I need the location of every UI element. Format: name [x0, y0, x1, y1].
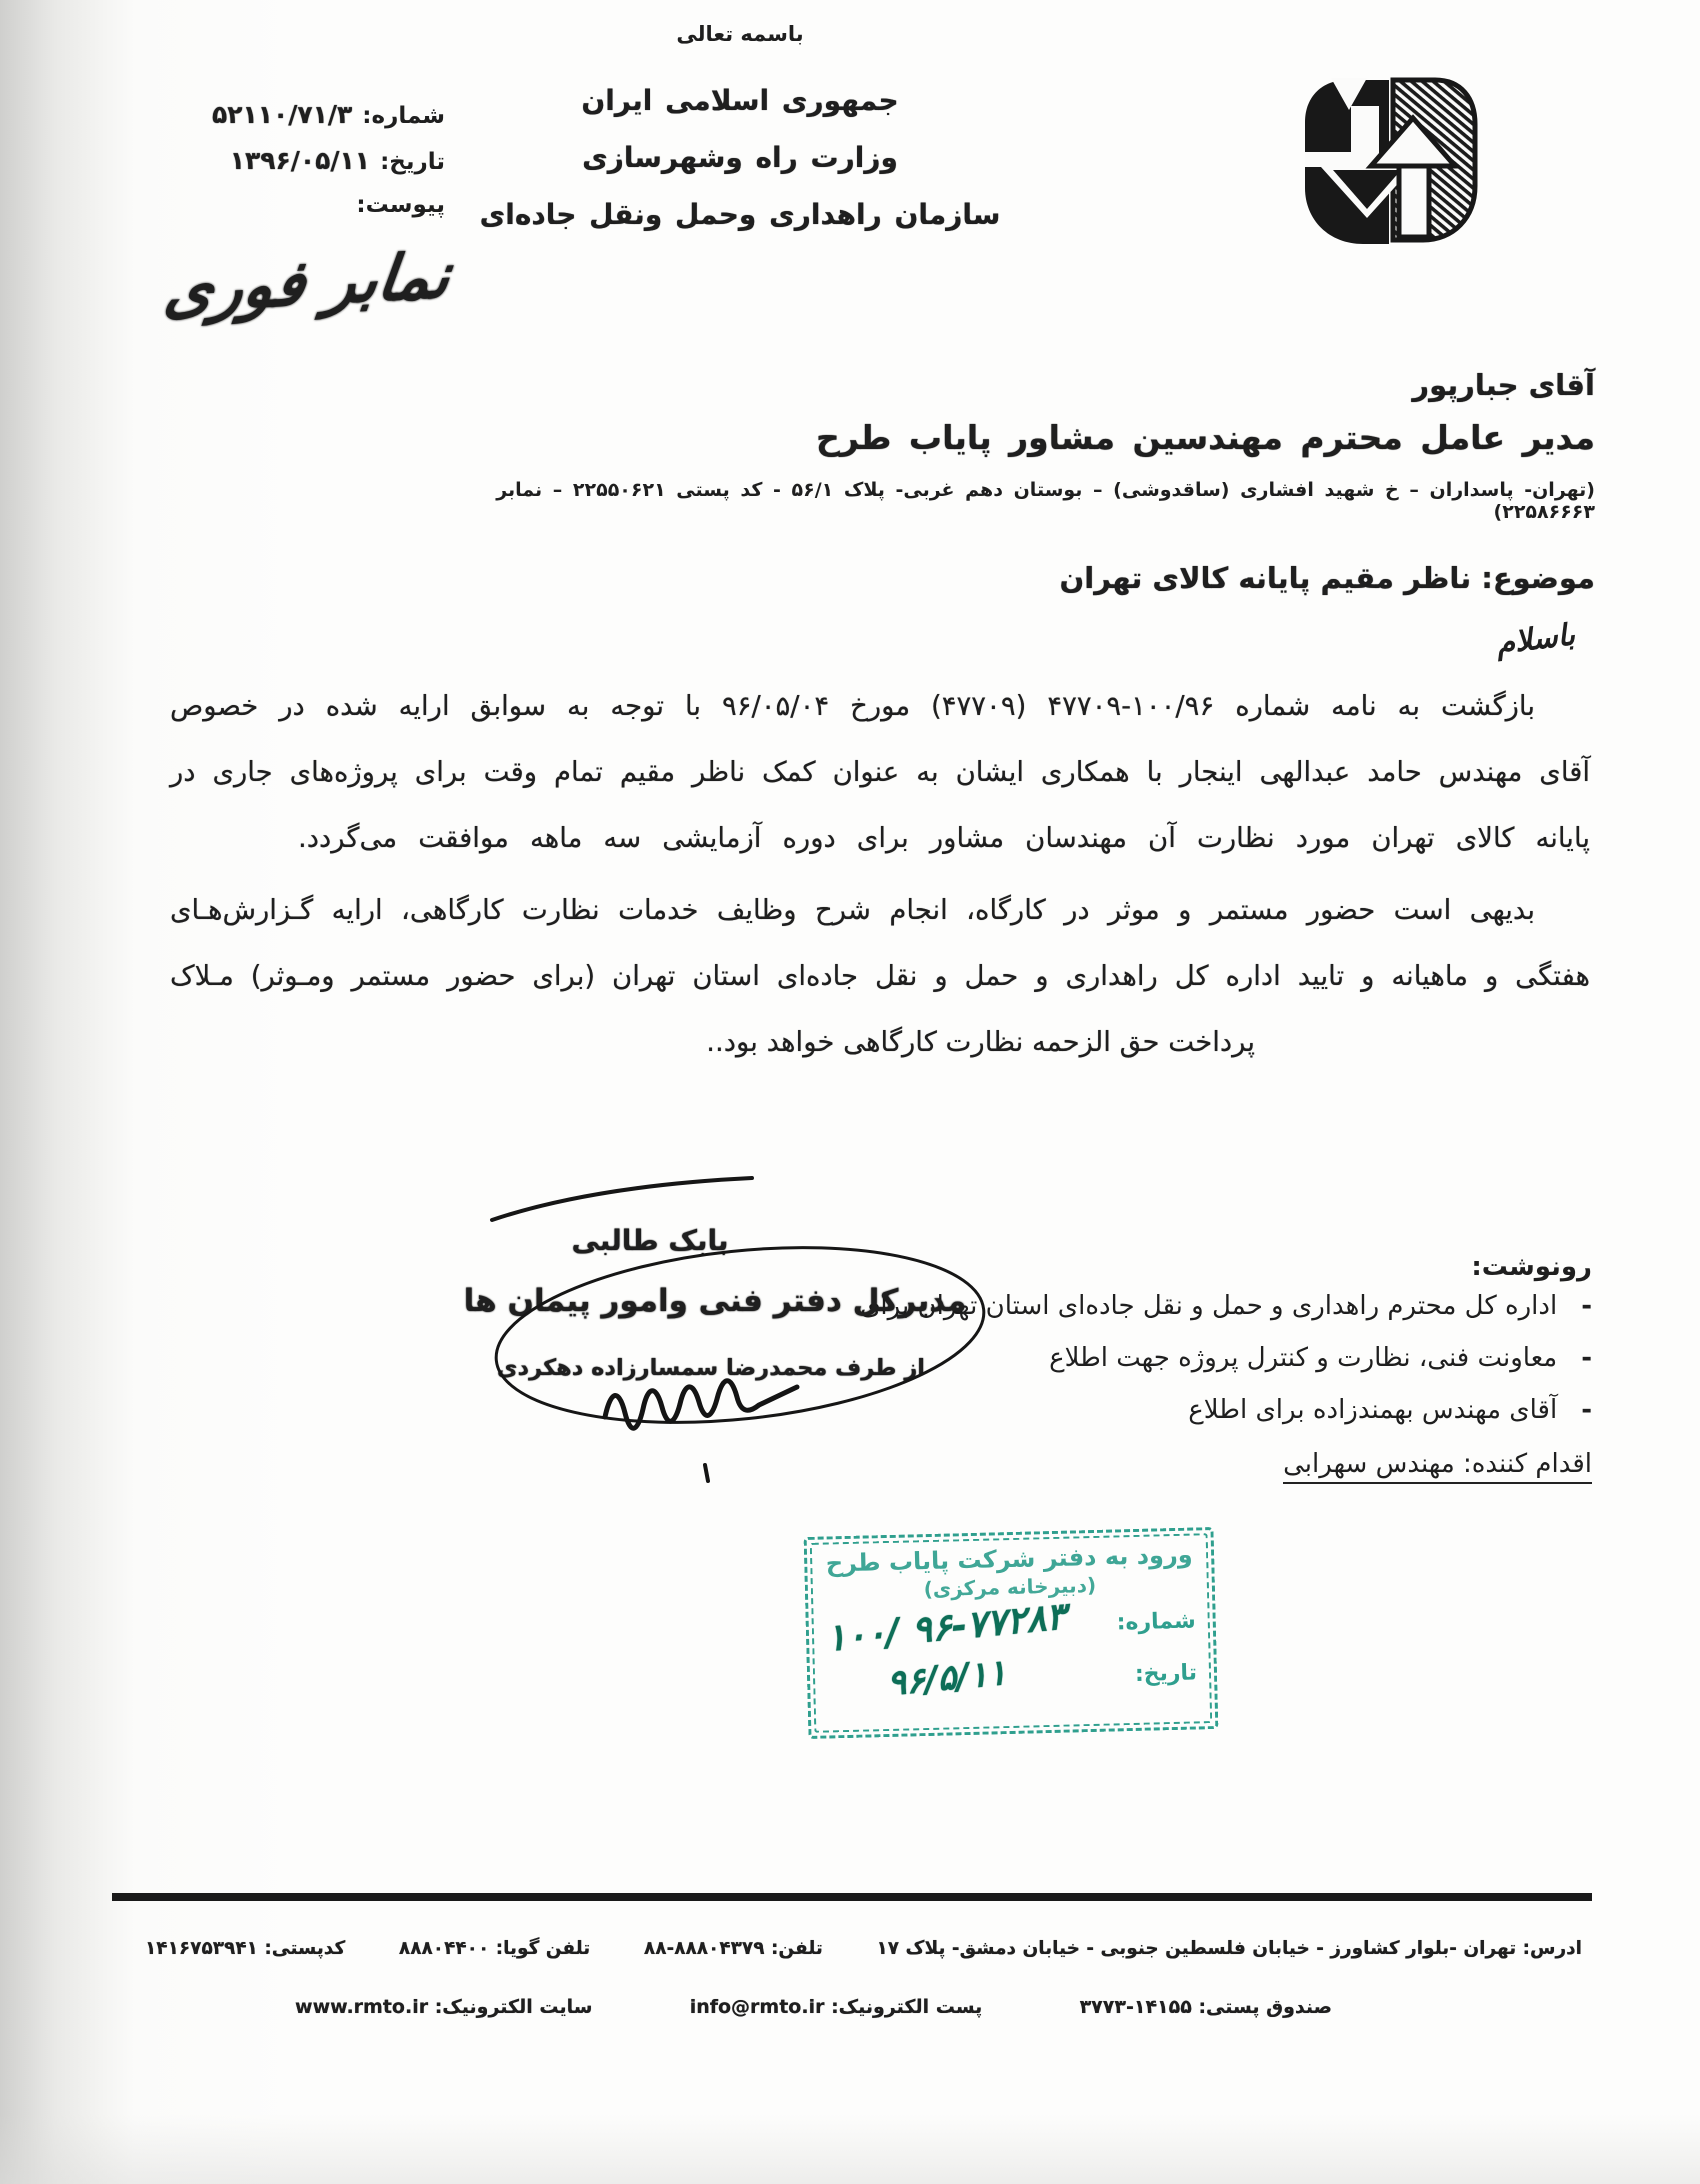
body-line: آقای مهندس حامد عبدالهی اینجار با همکاری ایشان به عنوان کمک ناظر مقیم تمام وقت برای پروژه‌های جاری در	[170, 756, 1590, 788]
body-line: بازگشت به نامه شماره ۱۰۰/۹۶-۴۷۷۰۹ (۴۷۷۰۹) مورخ ۹۶/۰۵/۰۴ با توجه به سوابق ارایه شده در خصوص	[170, 690, 1535, 722]
body-line: پرداخت حق الزحمه نظارت کارگاهی خواهد بود..	[706, 1026, 1255, 1058]
body-line: هفتگی و ماهیانه و تایید اداره کل راهداری و حمل و نقل جاده‌ای استان تهران (برای حضور مستمر ومـوثر) مـلاک	[170, 960, 1590, 992]
handwritten-signature	[420, 1165, 1020, 1489]
cc-dash: -	[1581, 1343, 1592, 1373]
footer-email: پست الکترونیک: info@rmto.ir	[689, 1996, 983, 2018]
entry-stamp-title: ورود به دفتر شرکت پایاب طرح	[825, 1540, 1193, 1578]
cc-item-text: آقای مهندس بهمندزاده برای اطلاع	[1188, 1395, 1558, 1425]
footer-website: سایت الکترونیک: www.rmto.ir	[295, 1996, 593, 2018]
rmto-logo-icon	[1287, 66, 1492, 261]
entry-stamp-number-value: ۱۰۰/ ۹۶-۷۷۲۸۳	[824, 1593, 1068, 1660]
entry-stamp-number-label: شماره:	[1116, 1607, 1197, 1635]
body-line: پایانه کالای تهران مورد نظارت آن مهندسان مشاور برای دوره آزمایشی سه ماهه موافقت می‌گردد.	[298, 822, 1590, 854]
cc-handler-text: اقدام کننده: مهندس سهرابی	[1283, 1449, 1592, 1484]
ministry-line: وزارت راه وشهرسازی	[582, 141, 898, 174]
letter-attachment-label: پیوست:	[356, 192, 445, 218]
letter-number-row	[165, 100, 445, 129]
entry-stamp-inner	[810, 1533, 1213, 1733]
recipient-block	[415, 368, 1595, 595]
bismillah-line: باسمه تعالی	[676, 22, 804, 46]
cc-label: رونوشت:	[1471, 1252, 1592, 1282]
salutation: باسلام	[1494, 617, 1577, 662]
recipient-address: (تهران- پاسداران – خ شهید افشاری (ساقدوشی) – بوستان دهم غربی- پلاک ۵۶/۱ - کد پستی ۲۲۵۵۰۶۲۱ – نمابر ۲۲۵۸۶۶۶۳)	[496, 479, 1595, 523]
cc-dash: -	[1581, 1291, 1592, 1321]
letter-attachment-row	[165, 192, 445, 218]
entry-stamp-date-value: ۹۶/۵/۱۱	[885, 1653, 1009, 1705]
entry-stamp-border	[804, 1527, 1219, 1739]
letter-number-value: ۵۲۱۱۰/۷۱/۳	[211, 100, 353, 129]
letter-meta	[165, 100, 445, 235]
footer-phone: تلفن: ۸۸۸۰۴۳۷۹-۸۸	[643, 1938, 823, 1959]
entry-stamp-number-row	[824, 1593, 1197, 1660]
letter-number-label: شماره:	[362, 103, 445, 129]
rmto-logo	[1287, 66, 1492, 261]
footer-voice-phone: تلفن گویا: ۸۸۸۰۴۴۰۰	[398, 1938, 591, 1959]
subject-line: موضوع: ناظر مقیم پایانه کالای تهران	[1059, 561, 1595, 595]
letter-body	[170, 690, 1590, 1092]
cc-item-text: معاونت فنی، نظارت و کنترل پروژه جهت اطلاع	[1049, 1343, 1558, 1373]
signer-on-behalf: از طرف محمدرضا سمسارزاده دهکردی	[496, 1355, 925, 1381]
footer-divider	[112, 1893, 1592, 1901]
entry-stamp-date-row	[826, 1646, 1197, 1707]
letter-date-value: ۱۳۹۶/۰۵/۱۱	[229, 146, 371, 175]
cc-dash: -	[1581, 1395, 1592, 1425]
organization-line: سازمان راهداری وحمل ونقل جاده‌ای	[479, 198, 1001, 231]
entry-stamp	[804, 1527, 1219, 1739]
letterhead-center	[440, 22, 1040, 255]
body-line: بدیهی است حضور مستمر و موثر در کارگاه، انجام شرح وظایف خدمات نظارت کارگاهی، ارایه گـزارش‌هـای	[170, 894, 1535, 926]
handwritten-urgent-fax-note: نمابر فوری	[160, 238, 455, 327]
signature-scribble-icon	[420, 1165, 1020, 1485]
letter-date-row	[165, 146, 445, 175]
footer-postal-code: کدپستی: ۱۴۱۶۷۵۳۹۴۱	[145, 1938, 346, 1959]
country-line: جمهوری اسلامی ایران	[581, 84, 899, 117]
recipient-name: آقای جبارپور	[1412, 368, 1595, 402]
footer-address: ادرس: تهران -بلوار کشاورز - خیابان فلسطین جنوبی - خیابان دمشق- پلاک ۱۷	[876, 1938, 1582, 1959]
recipient-title: مدیر عامل محترم مهندسین مشاور پایاب طرح	[816, 418, 1595, 457]
signer-name: بابک طالبی	[571, 1224, 729, 1257]
footer-line-1	[145, 1938, 1582, 1959]
letter-date-label: تاریخ:	[380, 149, 445, 175]
footer-po-box: صندوق پستی: ۱۴۱۵۵-۳۷۷۳	[1079, 1996, 1332, 2018]
footer-line-2	[295, 1996, 1332, 2018]
cc-item-text: اداره کل محترم راهداری و حمل و نقل جاده‌ای استان تهران برای	[860, 1291, 1558, 1321]
signer-role: مدیرکل دفتر فنی وامور پیمان ها	[463, 1283, 967, 1319]
entry-stamp-subtitle: (دبیرخانه مرکزی)	[923, 1572, 1097, 1602]
entry-stamp-date-label: تاریخ:	[1134, 1659, 1198, 1687]
